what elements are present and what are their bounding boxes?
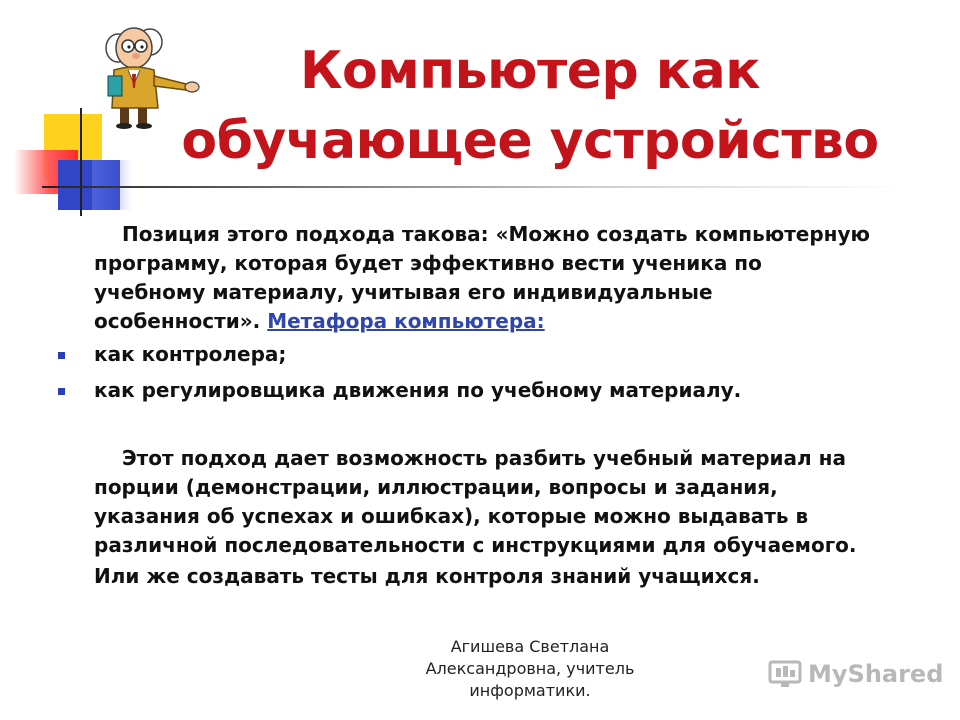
decor-vertical-line: [80, 108, 82, 216]
myshared-logo-icon: [768, 659, 802, 689]
para2-line-1-text: Этот подход дает возможность разбить учебный материал на: [122, 446, 846, 470]
title-line-1: Компьютер как: [299, 41, 760, 101]
paragraph-tests: Или же создавать тесты для контроля знаний учащихся.: [94, 564, 760, 588]
paragraph-approach: [94, 444, 934, 560]
para1-line-4: [94, 307, 934, 336]
para1-line-4-text: особенности».: [94, 309, 261, 333]
decor-horizontal-line: [42, 186, 902, 188]
bullet-list: [56, 340, 916, 412]
footer-line-3: информатики.: [469, 681, 591, 700]
para1-line-1-text: Позиция этого подхода такова: «Можно создать компьютерную: [122, 222, 870, 246]
bullet-text: как контролера;: [94, 342, 287, 366]
para2-line-2: порции (демонстрации, иллюстрации, вопросы и задания,: [94, 475, 778, 499]
paragraph-position: [94, 220, 934, 336]
author-footer: [410, 636, 650, 702]
para1-line-1: [94, 220, 934, 249]
footer-line-1: Агишева Светлана: [450, 637, 610, 656]
para2-line-4: различной последовательности с инструкциями для обучаемого.: [94, 533, 857, 557]
myshared-watermark: [768, 656, 943, 692]
bullet-text: как регулировщика движения по учебному материалу.: [94, 378, 742, 402]
footer-line-2: Александровна, учитель: [425, 659, 635, 678]
list-item: [56, 340, 916, 376]
bullet-square-icon: [58, 352, 65, 359]
para2-line-1: [94, 444, 934, 473]
title-line-2: обучающее устройство: [181, 111, 879, 171]
para1-line-3: учебному материалу, учитывая его индивидуальные: [94, 280, 713, 304]
bullet-square-icon: [58, 388, 65, 395]
watermark-text: MyShared: [808, 660, 944, 688]
para2-line-3: указания об успехах и ошибках), которые можно выдавать в: [94, 504, 809, 528]
metaphor-link[interactable]: Метафора компьютера:: [267, 309, 545, 333]
list-item: [56, 376, 916, 412]
slide-title: [150, 36, 910, 176]
para1-line-2: программу, которая будет эффективно вести ученика по: [94, 251, 762, 275]
decor-blue-fade: [92, 160, 132, 210]
